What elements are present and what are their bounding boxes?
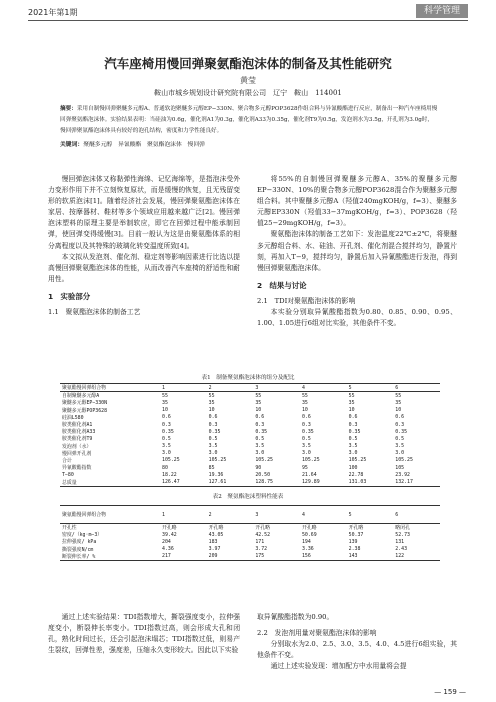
intro-paragraph-1: 慢回弹泡沫体又称黏弹性海绵、记忆海绵等，是指泡沫受外力变形作用下并不立刻恢复原状，而是缓慢的恢复，且无残留变形的软质泡沫[1]。随着经济社会发展，慢回弹聚氨酯泡沫体在家居、按摩器材、鞋材等多个领域应用越来越广泛[2]。慢回弹泡沫塑料的原理主要是举制软应，即它在回弹过程中能承制回弹，使回弹变得缓慢[3]。目前一般认为这是由聚氨酯体系的相分离程度以及其特殊的玻璃化转变温度所致[4]。 [48, 175, 240, 250]
table-cell: 3.0 [208, 450, 218, 457]
table-cell: 18.22 [162, 471, 177, 478]
table-cell: 2.38 [348, 546, 361, 553]
table-cell: 129.89 [301, 479, 320, 486]
table-cell: 0.6 [255, 414, 265, 421]
table-cell: 194 [301, 538, 311, 545]
table-cell: 0.5 [162, 435, 171, 442]
table-cell: 0.3 [162, 421, 171, 428]
table-cell: 10 [395, 407, 402, 414]
table-row [60, 392, 440, 400]
table-cell: 0.35 [208, 428, 221, 435]
table-header-cell: 3 [255, 384, 259, 391]
abstract [60, 104, 438, 137]
table-row [60, 553, 440, 561]
table-row [60, 443, 440, 450]
table-cell: 0.35 [348, 428, 361, 435]
continued-paragraph: 取异氰酸酯指数为0.90。 [257, 613, 334, 621]
table-cell: 55 [208, 392, 215, 399]
table-2-caption: 表2 聚氨酯泡沫塑料性能表 [212, 494, 284, 500]
tdi-paragraph: 本实验分别取异氰酸酯指数为0.80、0.85、0.90、0.95、1.00、1.05进行6组对比实验，其他条件不变。 [257, 307, 457, 327]
tdi-conclusion-paragraph: 通过上述实验结果：TDI指数增大，撕裂强度变小，拉伸强度变小，断裂伸长率变小。TDI指数过高，则会形成大孔和闭孔，熟化时间过长，还会引起泡沫塌芯；TDI指数过低，则易产生裂纹，回弹性差，强度差，压缩永久变形较大。因此以下实验 [48, 613, 240, 655]
table-cell: 52.73 [395, 531, 411, 538]
table-cell: 171 [255, 538, 265, 545]
table-row [60, 464, 440, 471]
table-2-body [60, 524, 440, 561]
table-row [60, 531, 440, 538]
table-cell: 55 [255, 392, 262, 399]
table-cell: 139 [348, 538, 358, 545]
table-row [60, 478, 440, 486]
table-cell: 105.25 [348, 457, 367, 464]
table-cell: 20.50 [255, 471, 271, 478]
table-cell: 密度/（kg·m−3） [62, 532, 103, 539]
table-cell: 55 [348, 392, 355, 399]
table-cell: 105.25 [301, 457, 320, 464]
table-cell: 35 [162, 399, 168, 406]
table-row [60, 538, 440, 545]
table-cell: 0.5 [255, 435, 265, 442]
table-cell: 撕裂强度N/cm [62, 546, 94, 553]
table-cell: 0.5 [395, 435, 405, 442]
table-header-cell: 1 [162, 384, 165, 391]
table-cell: 131 [395, 538, 405, 545]
table-cell: 胺类催化剂A33 [62, 429, 96, 436]
table-header-cell: 聚氨酯慢回弹组合物 [62, 512, 107, 518]
table-cell: 105.25 [162, 457, 180, 464]
table-cell: 10 [255, 407, 262, 414]
table-cell: 35 [348, 399, 355, 406]
table-header-cell: 1 [162, 511, 165, 518]
table-cell: 断裂伸长率/ % [62, 553, 96, 560]
table-cell: 105 [395, 464, 405, 471]
bottom-left-column [48, 612, 240, 656]
header-rule [28, 20, 468, 21]
table-cell: 2.43 [395, 546, 408, 553]
table-cell: 132.17 [395, 479, 413, 486]
table-header-cell: 5 [348, 511, 352, 518]
table-row [60, 414, 440, 421]
table-1-caption: 表1 制备聚氨酯泡沫体的组分及配比 [201, 375, 295, 381]
subsection-2-2-heading: 2.2 发泡剂用量对聚氨酯泡沫体的影响 [257, 629, 377, 638]
table-cell: 127.61 [208, 479, 227, 486]
table-cell: 209 [208, 553, 218, 560]
table-cell: 3.97 [208, 546, 221, 553]
table-cell: 143 [348, 553, 358, 560]
table-cell: 35 [395, 399, 402, 406]
table-header-cell: 6 [395, 384, 399, 391]
table-cell: 55 [162, 392, 168, 399]
table-cell: 55 [301, 392, 308, 399]
table-cell: 合计 [62, 457, 72, 464]
table-cell: 0.35 [301, 428, 314, 435]
table-header-cell: 6 [395, 511, 399, 518]
prep-paragraph-2: 聚氨酯泡沫体的制备工艺如下：发泡温度22℃±2℃，将聚醚多元醇组合料、水、硅油、开孔剂、催化剂混合搅拌均匀，静置片刻，再加入T−9，搅拌均匀，静置后加入异氰酸酯进行发泡，得到慢回弹聚氨酯泡沫体。 [257, 230, 457, 272]
table-cell: 0.6 [162, 414, 171, 421]
prep-paragraph-1: 将55%的自制慢回弹聚醚多元醇A、35%的聚醚多元醇EP−330N、10%的聚合物多元醇POP3628混合作为聚醚多元醇组合料。其中聚醚多元醇A（羟值240mgKOH/g，f=3）、聚醚多元醇EP330N（羟值33−37mgKOH/g，f=3）、POP3628（羟值25−29mgKOH/g，f=3）。 [257, 175, 457, 228]
table-cell: 0.6 [208, 414, 218, 421]
table-header-cell: 聚氨酯慢回弹组合物 [62, 385, 107, 392]
table-cell: 105.25 [255, 457, 273, 464]
table-cell: 35 [301, 399, 308, 406]
table-cell: 开孔略 [162, 525, 177, 532]
table-1-header-row [60, 384, 440, 392]
table-cell: 3.0 [162, 450, 171, 457]
table-cell: 10 [208, 407, 215, 414]
table-cell: 发泡剂（水） [62, 443, 92, 450]
table-header-cell: 5 [348, 384, 352, 391]
table-cell: 胺类催化剂A1 [62, 422, 93, 429]
water-paragraph: 分别取水为2.0、2.5、3.0、3.5、4.0、4.5进行6组实验，其他条件不变。 [257, 640, 457, 660]
table-row [60, 435, 440, 442]
table-cell: 80 [162, 464, 168, 471]
table-row [60, 450, 440, 457]
table-cell: 175 [255, 553, 265, 560]
author: 黄莹 [240, 76, 256, 85]
abstract-label: 摘要： [60, 106, 77, 112]
table-cell: T−80 [62, 471, 74, 478]
table-cell: 23.92 [395, 471, 411, 478]
table-cell: 开孔性 [62, 525, 77, 532]
table-cell: 0.6 [301, 414, 311, 421]
table-cell: 35 [208, 399, 215, 406]
table-row [60, 457, 440, 464]
table-cell: 55 [395, 392, 402, 399]
table-cell: 3.0 [395, 450, 405, 457]
table-cell: 3.0 [255, 450, 265, 457]
section-1-heading: 1 实验部分 [48, 291, 91, 301]
table-1-body [60, 392, 440, 486]
water-result-paragraph: 通过上述实验发现：增加配方中水用量将会提 [270, 662, 407, 671]
table-cell: 35 [255, 399, 262, 406]
table-2 [60, 505, 440, 561]
table-cell: 略闭孔 [395, 525, 410, 532]
table-2-header-row [60, 506, 440, 524]
table-cell: 聚醚多元醇EP−330N [62, 400, 108, 407]
table-cell: 3.36 [301, 546, 314, 553]
table-cell: 3.0 [301, 450, 311, 457]
abstract-text: 采用自制慢回弹聚醚多元醇A、普通软泡聚醚多元醇EP−330N、聚合物多元醇POP3628作组合料与异氰酸酯进行反应，制备出一种汽车座椅用慢回弹聚氨酯泡沫体。实验结果表明：当硅油为0.6g，催化剂A1为0.3g，催化剂A33为0.35g，催化剂T9为0.5g，发泡剂水为3.5g，开孔剂为3.0g时，慢回弹聚氨酯泡沫体具有较好的泡孔结构，密度和力学性能良好。 [60, 106, 438, 134]
subsection-2-1-heading: 2.1 TDI对聚氨酯泡沫体的影响 [257, 296, 356, 305]
table-row [60, 546, 440, 553]
keywords-label: 关键词： [60, 142, 84, 148]
table-cell: 3.5 [208, 443, 218, 450]
table-cell: 0.3 [395, 421, 405, 428]
table-cell: 0.35 [395, 428, 408, 435]
table-cell: 50.37 [348, 531, 364, 538]
table-row [60, 471, 440, 478]
table-cell: 慢回弹开孔剂 [62, 450, 92, 457]
intro-paragraph-2: 本文拟从发泡剂、催化剂、稳定剂等影响因素进行比选以提高慢回弹聚氨酯泡沫体的性能，从而改善汽车座椅的舒适性和耐用性。 [48, 252, 240, 283]
table-header-cell: 4 [301, 384, 305, 391]
table-1 [60, 383, 440, 487]
table-cell: 0.3 [301, 421, 311, 428]
table-cell: 0.35 [162, 428, 174, 435]
table-cell: 19.36 [208, 471, 224, 478]
table-cell: 异氰酸酯指数 [62, 465, 92, 472]
table-cell: 42.52 [255, 531, 271, 538]
page-header [0, 0, 496, 22]
table-cell: 22.78 [348, 471, 364, 478]
section-2-heading: 2 结果与讨论 [257, 280, 307, 290]
column-badge: 科学管理 [416, 4, 468, 18]
table-cell: 128.75 [255, 479, 273, 486]
subsection-1-1-heading: 1.1 聚氨酯泡沫体的制备工艺 [48, 307, 141, 316]
table-cell: 拉伸强度/ kPa [62, 539, 97, 546]
keywords [60, 139, 438, 148]
table-cell: 3.72 [255, 546, 268, 553]
table-header-cell: 4 [301, 511, 305, 518]
left-column [48, 174, 240, 318]
table-cell: 85 [208, 464, 215, 471]
table-cell: 105.25 [395, 457, 413, 464]
table-cell: 105.25 [208, 457, 227, 464]
table-cell: 开孔略 [301, 525, 317, 532]
table-cell: 10 [162, 407, 168, 414]
table-header-cell: 2 [208, 511, 212, 518]
table-cell: 自制聚醚多元醇A [62, 393, 100, 400]
keywords-text: 聚醚多元醇 异氰酸酯 聚氨酯泡沫体 慢回弹 [83, 142, 205, 148]
article-title: 汽车座椅用慢回弹聚氨酯泡沫体的制备及其性能研究 [104, 56, 392, 71]
table-cell: 3.0 [348, 450, 358, 457]
table-cell: 10 [301, 407, 308, 414]
table-cell: 0.5 [301, 435, 311, 442]
table-cell: 0.3 [208, 421, 218, 428]
table-cell: 胺类催化剂T9 [62, 436, 93, 443]
table-row [60, 428, 440, 435]
table-row [60, 399, 440, 406]
table-cell: 0.6 [348, 414, 358, 421]
table-cell: 156 [301, 553, 311, 560]
table-cell: 50.69 [301, 531, 317, 538]
table-cell: 0.3 [348, 421, 358, 428]
table-row [60, 407, 440, 414]
table-cell: 0.6 [395, 414, 405, 421]
table-cell: 217 [162, 553, 171, 560]
page-number: — 159 — [434, 688, 466, 696]
table-cell: 0.5 [208, 435, 218, 442]
table-header-cell: 2 [208, 384, 212, 391]
table-cell: 开孔略 [348, 525, 364, 532]
table-cell: 0.35 [255, 428, 268, 435]
table-row [60, 421, 440, 428]
table-cell: 3.5 [395, 443, 405, 450]
table-cell: 122 [395, 553, 405, 560]
table-cell: 39.42 [162, 531, 177, 538]
table-cell: 183 [208, 538, 218, 545]
table-cell: 0.3 [255, 421, 265, 428]
table-cell: 硅油L580 [62, 414, 84, 421]
table-header-cell: 3 [255, 511, 259, 518]
table-cell: 126.47 [162, 479, 180, 486]
table-cell: 21.64 [301, 471, 317, 478]
table-cell: 131.03 [348, 479, 367, 486]
table-cell: 90 [255, 464, 262, 471]
table-cell: 100 [348, 464, 358, 471]
table-cell: 204 [162, 538, 171, 545]
table-cell: 0.5 [348, 435, 358, 442]
table-cell: 3.5 [162, 443, 171, 450]
table-cell: 43.05 [208, 531, 224, 538]
table-cell: 4.36 [162, 546, 174, 553]
table-cell: 3.5 [348, 443, 358, 450]
table-cell: 聚醚多元醇POP3628 [62, 407, 108, 414]
table-cell: 3.5 [255, 443, 265, 450]
table-cell: 开孔略 [255, 525, 270, 532]
table-cell: 95 [301, 464, 308, 471]
right-column [257, 174, 457, 329]
affiliation: 鞍山市城乡规划设计研究院有限公司 辽宁 鞍山 114001 [154, 89, 342, 97]
table-row [60, 524, 440, 532]
table-cell: 总质量 [62, 479, 77, 486]
issue-label: 2021年第1期 [28, 8, 78, 17]
table-cell: 开孔略 [208, 525, 224, 532]
bottom-right-column [257, 612, 457, 672]
table-cell: 3.5 [301, 443, 311, 450]
table-cell: 10 [348, 407, 355, 414]
